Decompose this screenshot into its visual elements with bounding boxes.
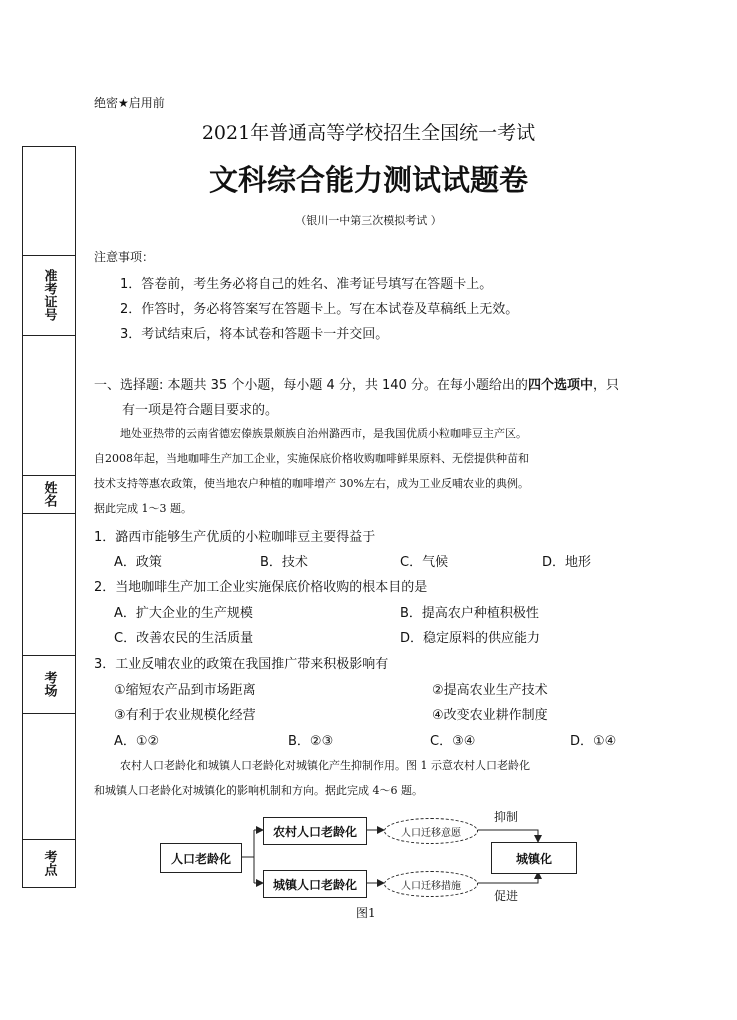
exam-room-label: 考场 [41, 671, 57, 697]
question-1-stem: 1．潞西市能够生产优质的小粒咖啡豆主要得益于 [94, 530, 376, 545]
section-heading-bold: 四个选项中 [527, 378, 593, 393]
q1-option-d: D．地形 [542, 555, 592, 570]
passage-line: 和城镇人口老龄化对城镇化的影响机制和方向。据此完成 4～6 题。 [94, 784, 423, 797]
section-heading-line2: 有一项是符合题目要求的。 [122, 403, 279, 418]
q1-option-c: C．气候 [400, 555, 449, 570]
strip-divider [23, 335, 75, 336]
urban-aging-node: 城镇人口老龄化 [263, 870, 367, 898]
passage-line: 据此完成 1～3 题。 [94, 502, 192, 515]
q3-item-1: ①缩短农产品到市场距离 [114, 683, 256, 698]
question-3-stem: 3．工业反哺农业的政策在我国推广带来积极影响有 [94, 657, 389, 672]
q2-option-d: D．稳定原料的供应能力 [400, 631, 541, 646]
q3-option-d: D．①④ [570, 734, 617, 749]
urbanization-node: 城镇化 [491, 842, 577, 874]
passage-line: 技术支持等惠农政策，使当地农户种植的咖啡增产 30%左右，成为工业反哺农业的典例。 [94, 477, 529, 490]
main-title: 文科综合能力测试试题卷 [208, 163, 528, 197]
q3-option-c: C．③④ [430, 734, 476, 749]
name-label: 姓名 [41, 481, 57, 507]
section-heading [94, 374, 619, 393]
figure-caption: 图1 [356, 906, 376, 920]
subtitle: （银川一中第三次模拟考试 ） [295, 214, 442, 227]
q2-option-c: C．改善农民的生活质量 [114, 631, 254, 646]
section-heading-text: 一、选择题: 本题共 35 个小题，每小题 4 分，共 140 分。在每小题给出的 [94, 378, 528, 393]
passage-line: 地处亚热带的云南省德宏傣族景颇族自治州潞西市，是我国优质小粒咖啡豆主产区。 [120, 427, 527, 440]
q3-item-4: ④改变农业耕作制度 [432, 708, 548, 723]
note-item: 2．作答时，务必将答案写在答题卡上。写在本试卷及草稿纸上无效。 [120, 302, 519, 317]
passage-line: 自2008年起，当地咖啡生产加工企业，实施保底价格收购咖啡鲜果原料、无偿提供种苗和 [94, 452, 529, 465]
q3-item-3: ③有利于农业规模化经营 [114, 708, 256, 723]
strip-divider [23, 713, 75, 714]
note-item: 3．考试结束后，将本试卷和答题卡一并交回。 [120, 327, 389, 342]
q2-option-a: A．扩大企业的生产规模 [114, 606, 253, 621]
notes-heading: 注意事项： [94, 250, 155, 264]
q3-option-a: A．①② [114, 734, 160, 749]
strip-divider [23, 513, 75, 514]
inhibit-label: 抑制 [494, 810, 519, 824]
passage-line: 农村人口老龄化和城镇人口老龄化对城镇化产生抑制作用。图 1 示意农村人口老龄化 [120, 759, 530, 772]
exam-title: 2021年普通高等学校招生全国统一考试 [201, 122, 536, 144]
secret-mark: 绝密★启用前 [94, 96, 165, 110]
q3-option-b: B．②③ [288, 734, 334, 749]
exam-site-label: 考点 [41, 850, 57, 876]
q2-option-b: B．提高农户种植积极性 [400, 606, 539, 621]
q3-item-2: ②提高农业生产技术 [432, 683, 548, 698]
q1-option-a: A．政策 [114, 555, 162, 570]
migration-measure-node: 人口迁移措施 [384, 871, 478, 897]
section-heading-tail: ，只 [592, 378, 619, 393]
question-2-stem: 2．当地咖啡生产加工企业实施保底价格收购的根本目的是 [94, 580, 428, 595]
note-item: 1．答卷前，考生务必将自己的姓名、准考证号填写在答题卡上。 [120, 277, 493, 292]
root-node: 人口老龄化 [160, 843, 242, 873]
binding-strip [22, 146, 76, 888]
exam-number-label: 准考证号 [41, 269, 57, 321]
promote-label: 促进 [494, 889, 519, 903]
q1-option-b: B．技术 [260, 555, 308, 570]
migration-intention-node: 人口迁移意愿 [384, 818, 478, 844]
rural-aging-node: 农村人口老龄化 [263, 817, 367, 845]
